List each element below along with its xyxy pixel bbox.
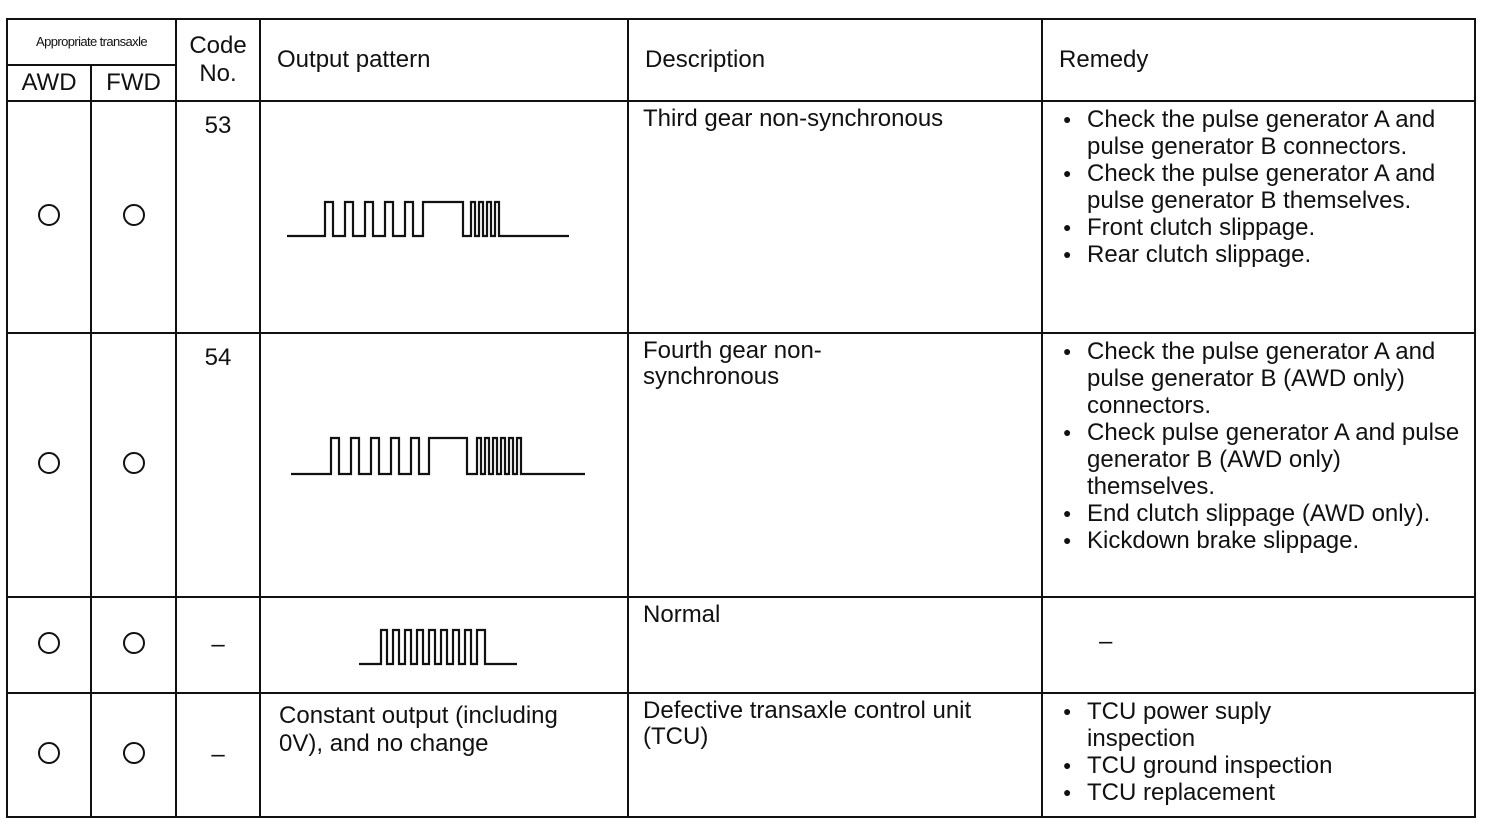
remedy-list (1061, 698, 1460, 806)
remedy-item: ● Check the pulse generator A and pulse generator B themselves. (1061, 160, 1460, 214)
remedy-item: ● End clutch slippage (AWD only). (1061, 500, 1460, 527)
pulse-waveform-53 (285, 198, 585, 248)
awd-applicable-cell (7, 597, 91, 693)
header-output-pattern: Output pattern (260, 19, 628, 101)
description-text: Defective transaxle control unit (TCU) (643, 697, 972, 750)
remedy-cell (1042, 333, 1475, 597)
remedy-item: ● Check the pulse generator A and pulse generator B (AWD only) connectors. (1061, 338, 1460, 419)
awd-applicable-cell (7, 693, 91, 817)
remedy-cell (1042, 101, 1475, 333)
remedy-item: ● TCU power suply inspection (1061, 698, 1347, 752)
description-cell: Third gear non-synchronous (628, 101, 1042, 333)
awd-applicable-cell (7, 101, 91, 333)
applicable-circle-icon (123, 452, 145, 474)
applicable-circle-icon (38, 632, 60, 654)
remedy-item: ● Front clutch slippage. (1061, 214, 1460, 241)
remedy-cell (1042, 693, 1475, 817)
description-cell (628, 693, 1042, 817)
applicable-circle-icon (123, 204, 145, 226)
header-appropriate-transaxle: Appropriate transaxle (7, 19, 176, 65)
pulse-waveform-normal (357, 626, 547, 672)
remedy-item: ● Kickdown brake slippage. (1061, 527, 1460, 554)
table-row-normal (7, 597, 1475, 693)
applicable-circle-icon (123, 742, 145, 764)
header-awd: AWD (7, 65, 91, 101)
applicable-circle-icon (38, 452, 60, 474)
header-remedy: Remedy (1042, 19, 1475, 101)
table-row-tcu (7, 693, 1475, 817)
output-pattern-cell (260, 333, 628, 597)
code-number: – (176, 597, 260, 693)
remedy-item: ● Check pulse generator A and pulse generator B (AWD only) themselves. (1061, 419, 1460, 500)
remedy-item: ● TCU ground inspection (1061, 752, 1460, 779)
output-pattern-cell (260, 597, 628, 693)
remedy-item: ● TCU replacement (1061, 779, 1460, 806)
awd-applicable-cell (7, 333, 91, 597)
remedy-cell: – (1042, 597, 1475, 693)
applicable-circle-icon (38, 742, 60, 764)
output-pattern-text: Constant output (including 0V), and no change (279, 702, 558, 757)
fwd-applicable-cell (91, 693, 176, 817)
code-number: 53 (176, 101, 260, 333)
remedy-list (1061, 106, 1460, 268)
remedy-item: ● Check the pulse generator A and pulse generator B connectors. (1061, 106, 1460, 160)
code-number: – (176, 693, 260, 817)
table-row-54 (7, 333, 1475, 597)
description-cell (628, 333, 1042, 597)
fwd-applicable-cell (91, 101, 176, 333)
table-row-53 (7, 101, 1475, 333)
description-cell: Normal (628, 597, 1042, 693)
description-text: Fourth gear non-synchronous (643, 337, 822, 390)
header-description: Description (628, 19, 1042, 101)
remedy-list (1061, 338, 1460, 554)
output-pattern-cell (260, 693, 628, 817)
pulse-waveform-54 (289, 434, 609, 484)
output-pattern-cell (260, 101, 628, 333)
code-number: 54 (176, 333, 260, 597)
fwd-applicable-cell (91, 333, 176, 597)
header-fwd: FWD (91, 65, 176, 101)
applicable-circle-icon (123, 632, 145, 654)
remedy-item: ● Rear clutch slippage. (1061, 241, 1460, 268)
applicable-circle-icon (38, 204, 60, 226)
diagnostic-code-table (6, 18, 1476, 818)
fwd-applicable-cell (91, 597, 176, 693)
header-code-no: Code No. (176, 19, 260, 101)
